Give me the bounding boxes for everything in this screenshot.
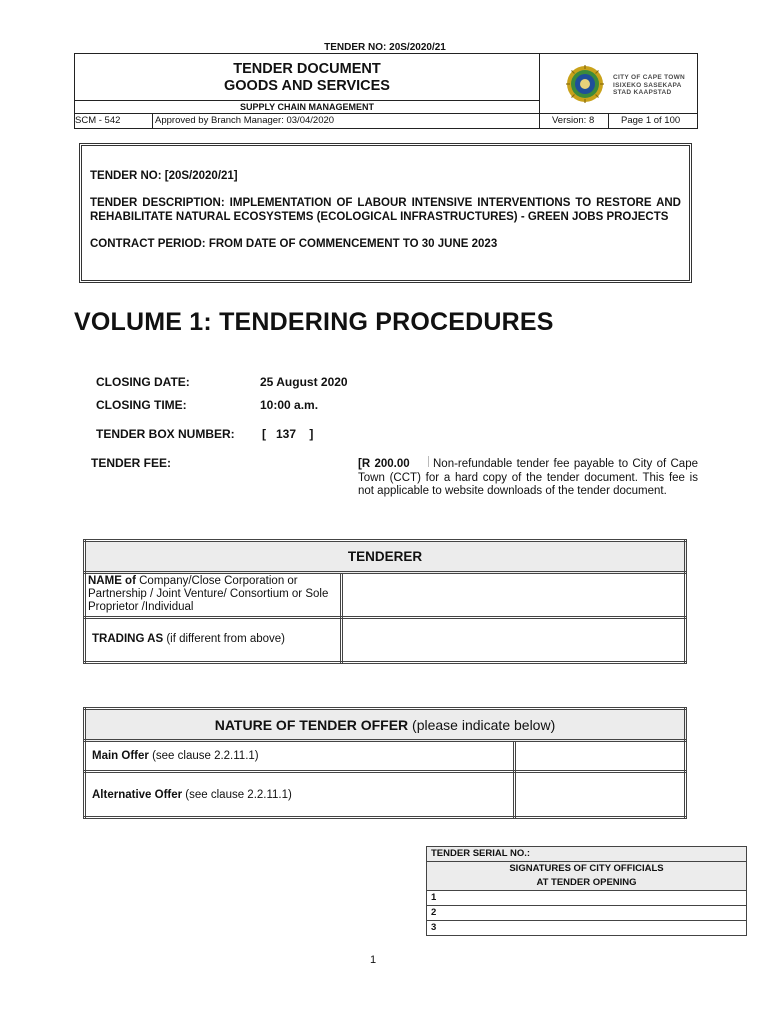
tender-summary-box — [79, 143, 692, 283]
signature-row-1[interactable]: 1 — [427, 891, 747, 906]
header-subtitle: SUPPLY CHAIN MANAGEMENT — [239, 102, 374, 112]
tender-fee-description: Non-refundable tender fee payable to City of Cape Town (CCT) for a hard copy of the tender document. This fee is not applicable to website downloads of the tender document. — [358, 458, 698, 497]
signature-row-2[interactable]: 2 — [427, 906, 747, 921]
trading-as-label: TRADING AS (if different from above) — [85, 618, 342, 663]
tender-fee-text — [358, 456, 698, 499]
volume-title: VOLUME 1: TENDERING PROCEDURES — [74, 308, 554, 336]
closing-time-label: CLOSING TIME: — [96, 398, 187, 412]
signature-row-3[interactable]: 3 — [427, 921, 747, 936]
header-title-line1: TENDER DOCUMENT — [233, 61, 381, 77]
alternative-offer-field[interactable] — [515, 772, 686, 818]
contract-period: CONTRACT PERIOD: FROM DATE OF COMMENCEMENT TO 30 JUNE 2023 — [90, 238, 498, 250]
tender-serial-label: TENDER SERIAL NO.: — [427, 847, 747, 862]
tender-fee-label: TENDER FEE: — [91, 456, 172, 470]
tender-fee-amount: [R 200.00 — [358, 458, 410, 470]
company-name-label: NAME of Company/Close Corporation or Partnership / Joint Venture/ Consortium or Sole Proprietor /Individual — [85, 573, 342, 618]
main-offer-label: Main Offer (see clause 2.2.11.1) — [85, 741, 515, 772]
tender-description: TENDER DESCRIPTION: IMPLEMENTATION OF LABOUR INTENSIVE INTERVENTIONS TO RESTORE AND REHABILITATE NATURAL ECOSYSTEMS (ECOLOGICAL INFRASTRUCTURES) - GREEN JOBS PROJECTS — [90, 197, 681, 223]
page-number: 1 — [369, 954, 377, 966]
tenderer-heading: TENDERER — [85, 541, 686, 573]
scm-code: SCM - 542 — [75, 115, 121, 126]
version: Version: 8 — [552, 115, 595, 126]
nature-heading: NATURE OF TENDER OFFER (please indicate below) — [85, 709, 686, 741]
logo-text: CITY OF CAPE TOWN ISIXEKO SASEKAPA STAD KAAPSTAD — [613, 74, 686, 96]
tender-box-number-value: [ 137 ] — [262, 427, 314, 441]
main-offer-field[interactable] — [515, 741, 686, 772]
tender-box-number-label: TENDER BOX NUMBER: — [96, 427, 235, 441]
tenderer-table — [83, 539, 687, 664]
alternative-offer-label: Alternative Offer (see clause 2.2.11.1) — [85, 772, 515, 818]
trading-as-field[interactable] — [342, 618, 686, 663]
city-logo-icon — [565, 64, 605, 104]
tender-number-top: TENDER NO: 20S/2020/21 — [324, 42, 446, 53]
header-title-line2: GOODS AND SERVICES — [224, 78, 390, 94]
document-header — [74, 53, 698, 129]
company-name-field[interactable] — [342, 573, 686, 618]
closing-date-label: CLOSING DATE: — [96, 375, 190, 389]
nature-of-offer-table — [83, 707, 687, 819]
signatures-heading: SIGNATURES OF CITY OFFICIALS AT TENDER OPENING — [427, 862, 747, 891]
closing-date-value: 25 August 2020 — [260, 375, 348, 389]
tender-serial-table — [426, 846, 747, 936]
tender-number: TENDER NO: [20S/2020/21] — [90, 170, 238, 182]
page-of: Page 1 of 100 — [621, 115, 681, 126]
approved-by: Approved by Branch Manager: 03/04/2020 — [155, 115, 335, 126]
closing-time-value: 10:00 a.m. — [260, 398, 319, 412]
